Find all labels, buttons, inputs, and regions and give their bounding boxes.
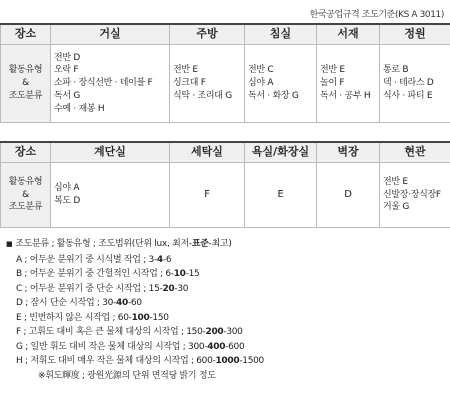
legend-text: -60 — [127, 298, 142, 308]
cell-bedroom — [245, 45, 317, 123]
header-living-room: 거실 — [51, 24, 170, 45]
cell-line: 심야 A — [248, 78, 274, 89]
row-header-line: & — [22, 78, 29, 89]
legend-text: H ; 저휘도 대비 매우 작은 물체 대상의 시작업 ; 600- — [16, 356, 216, 366]
cell-line: 전반 D — [54, 52, 80, 63]
legend-title-bold: 표준 — [191, 239, 209, 249]
row-header-activity — [1, 163, 51, 228]
row-header-line: 활동유형 — [8, 65, 43, 76]
legend-text: C ; 어두운 분위기 중 단순 시작업 ; 15- — [16, 283, 163, 294]
legend-line-g — [6, 340, 264, 355]
legend-standard-value: 40 — [116, 298, 128, 308]
cell-line: 놀이 F — [320, 78, 345, 89]
legend-text: F ; 고휘도 대비 혹은 큰 물체 대상의 시작업 ; 150- — [16, 327, 206, 337]
cell-line: 거울 G — [383, 202, 410, 213]
legend-title-prefix: 조도분류 ; 활동유형 ; 조도범위(단위 lux, 최저- — [15, 239, 192, 249]
legend-text: -600 — [225, 341, 245, 352]
legend-text: -300 — [223, 327, 243, 337]
row-header-activity — [1, 45, 51, 123]
legend-line-h — [6, 354, 264, 369]
row-header-line: 조도분류 — [8, 202, 43, 213]
cell-stairwell — [51, 163, 170, 228]
header-place: 장소 — [1, 142, 51, 163]
cell-line: 싱크대 F — [173, 78, 206, 89]
legend-line-f — [6, 325, 264, 340]
cell-line: 전반 C — [248, 65, 274, 76]
legend-text: D ; 잠시 단순 시작업 ; 30- — [16, 298, 117, 308]
legend-standard-value: 10 — [173, 269, 186, 279]
header-study: 서재 — [317, 24, 380, 45]
cell-entrance — [380, 163, 450, 228]
header-garden: 정원 — [380, 24, 450, 45]
legend-line-b — [6, 267, 264, 282]
cell-line: 오락 F — [54, 65, 79, 76]
cell-line: 식사 · 파티 E — [383, 90, 433, 101]
header-kitchen: 주방 — [170, 24, 245, 45]
cell-line: 덱 · 테라스 D — [383, 78, 434, 89]
cell-line: 통로 B — [383, 65, 409, 76]
legend-text: G ; 일반 휘도 대비 작은 물체 대상의 시작업 ; 300- — [16, 341, 208, 352]
header-bedroom: 침실 — [245, 24, 317, 45]
lighting-table-utility — [0, 141, 450, 228]
cell-line: 전반 E — [320, 65, 345, 76]
cell-line: 심야 A — [54, 183, 80, 194]
cell-bathroom: E — [245, 163, 317, 228]
legend-text: -1500 — [239, 356, 264, 366]
legend-text: E ; 빈번하지 않은 시작업 ; 60- — [16, 312, 132, 323]
header-place: 장소 — [1, 24, 51, 45]
legend-footnote: ※휘도輝度 ; 광원光源의 단위 면적당 밝기 정도 — [38, 370, 216, 381]
cell-line: 신발장·장식장F — [383, 189, 441, 200]
legend-title — [6, 237, 264, 252]
legend-line-c — [6, 282, 264, 297]
legend-standard-value: 200 — [205, 327, 224, 337]
cell-kitchen — [170, 45, 245, 123]
header-bathroom: 욕실/화장실 — [245, 142, 317, 163]
cell-line: 수예 · 재봉 H — [54, 103, 105, 114]
legend-standard-value: 1000 — [215, 356, 240, 366]
header-stairwell: 계단실 — [51, 142, 170, 163]
legend-line-d — [6, 296, 264, 311]
cell-study — [317, 45, 380, 123]
cell-line: 독서 · 공부 H — [320, 90, 371, 101]
cell-line: 전반 E — [173, 65, 198, 76]
legend-standard-value: 100 — [131, 312, 150, 323]
cell-line: 독서 G — [54, 90, 81, 101]
cell-line: 소파 · 장식선반 · 테이블 F — [54, 78, 153, 89]
legend-line-a — [6, 253, 264, 268]
cell-line: 식탁 · 조리대 G — [173, 90, 232, 101]
cell-line: 독서 · 화장 G — [248, 90, 299, 101]
cell-line: 복도 D — [54, 196, 80, 206]
legend-text: -6 — [162, 254, 172, 265]
cell-line: 전반 E — [383, 176, 408, 187]
cell-laundry: F — [170, 163, 245, 228]
row-header-line: 활동유형 — [8, 176, 43, 187]
legend-text: -30 — [174, 283, 189, 294]
legend-text: A ; 어두운 분위기 중 시식별 작업 ; 3- — [16, 254, 157, 265]
legend-standard-value: 4 — [156, 254, 163, 265]
row-header-line: & — [22, 189, 29, 200]
header-closet: 벽장 — [317, 142, 380, 163]
legend-text: -15 — [185, 269, 200, 279]
legend-text: -150 — [149, 312, 169, 323]
legend-line-e — [6, 311, 264, 326]
legend-text: B ; 어두운 분위기 중 간헐적인 시작업 ; 6- — [16, 269, 174, 279]
cell-garden — [380, 45, 450, 123]
illuminance-legend — [6, 237, 264, 383]
source-caption: 한국공업규격 조도기준(KS A 3011) — [309, 10, 444, 20]
legend-standard-value: 400 — [207, 341, 226, 352]
cell-closet: D — [317, 163, 380, 228]
header-entrance: 현관 — [380, 142, 450, 163]
legend-standard-value: 20 — [162, 283, 175, 294]
square-bullet-icon: ■ — [6, 240, 13, 248]
legend-title-suffix: -최고) — [208, 239, 232, 249]
lighting-table-rooms — [0, 23, 450, 123]
cell-living-room — [51, 45, 170, 123]
header-laundry: 세탁실 — [170, 142, 245, 163]
row-header-line: 조도분류 — [8, 90, 43, 101]
